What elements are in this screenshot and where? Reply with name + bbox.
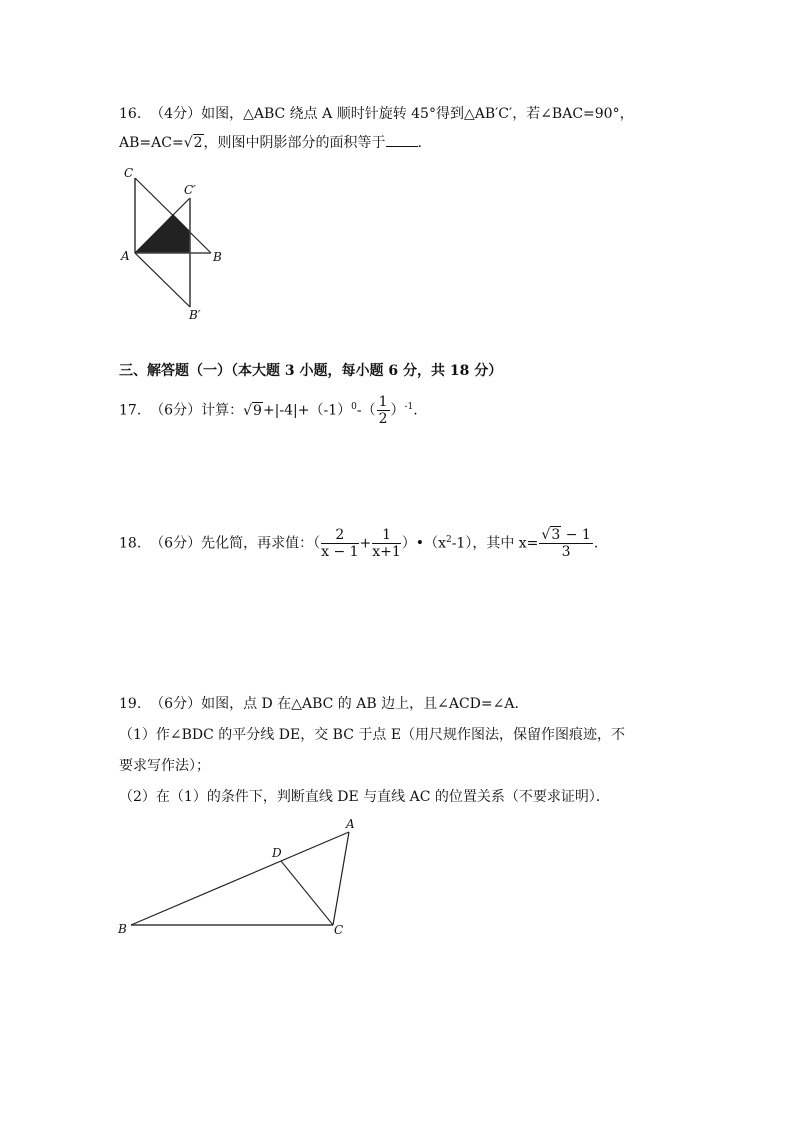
- q19-line2: （1）作∠BDC 的平分线 DE，交 BC 于点 E（用尺规作图法，保留作图痕迹，不: [119, 727, 626, 743]
- numerator: 1: [372, 527, 401, 544]
- label-B2: B: [118, 922, 127, 936]
- period: .: [413, 402, 418, 419]
- q17-prefix: 计算：: [201, 402, 244, 419]
- q16-given: AB=AC=: [119, 135, 184, 151]
- fraction-x-value: [539, 527, 592, 560]
- fraction-2-over-x-minus-1: [321, 527, 358, 560]
- denominator: 2: [378, 411, 388, 427]
- label-A2: A: [346, 817, 355, 831]
- q19-line3: 要求写作法）；: [119, 758, 210, 774]
- q18-number: 18.: [119, 535, 142, 552]
- q17-number: 17.: [119, 402, 142, 419]
- q17-part2: -（: [356, 402, 376, 419]
- q18-line: [119, 527, 598, 560]
- q19-number: 19.: [119, 696, 142, 712]
- q16-text-line1: 如图，△ABC 绕点 A 顺时针旋转 45°得到△AB′C′，若∠BAC=90°，: [201, 106, 634, 122]
- q18-prefix: 先化简，再求值：（: [201, 535, 321, 552]
- sqrt-expression: √9: [243, 402, 262, 419]
- q19-line4: （2）在（1）的条件下，判断直线 DE 与直线 AC 的位置关系（不要求证明）．: [119, 789, 610, 805]
- period: .: [593, 535, 599, 552]
- q19-line1: [119, 694, 528, 714]
- plus: +: [359, 535, 372, 552]
- fraction-1-over-x-plus-1: [372, 527, 401, 560]
- denominator: x+1: [372, 544, 401, 560]
- denominator: x − 1: [321, 544, 359, 560]
- label-C2: C: [334, 923, 344, 937]
- period: .: [417, 135, 422, 151]
- q17-part1: +|-4|+（-1）: [262, 402, 352, 419]
- label-B: B: [213, 250, 222, 264]
- q18-mid: ）•（x: [401, 535, 446, 552]
- radicand: 3: [551, 527, 561, 543]
- q18-mid2: -1），其中 x=: [451, 535, 539, 552]
- q16-question: ，则图中阴影部分的面积等于: [203, 135, 386, 151]
- numerator: [539, 527, 592, 544]
- numerator: 2: [321, 527, 358, 544]
- q18-score: （6分）: [150, 535, 202, 552]
- q19-text-line1: 如图，点 D 在△ABC 的 AB 边上，且∠ACD=∠A．: [201, 696, 529, 712]
- q17-part3: ）: [390, 402, 405, 419]
- sqrt-expression: √3: [541, 527, 561, 543]
- numerator: 1: [378, 394, 388, 410]
- q16-score: （4分）: [150, 106, 202, 122]
- q17-line: [119, 394, 418, 427]
- label-C-prime: C′: [184, 183, 196, 197]
- radicand: 2: [193, 135, 203, 151]
- numerator-rest: − 1: [561, 527, 591, 543]
- exponent-two: 2: [445, 534, 452, 545]
- section-heading: 三、解答题（一）（本大题 3 小题，每小题 6 分，共 18 分）: [119, 363, 503, 379]
- label-C: C: [124, 166, 134, 180]
- label-A: A: [121, 249, 130, 263]
- q17-score: （6分）: [150, 402, 202, 419]
- q16-number: 16.: [119, 106, 142, 122]
- label-D: D: [272, 846, 282, 860]
- q19-score: （6分）: [150, 696, 202, 712]
- exponent-neg-one: -1: [404, 401, 414, 412]
- label-B-prime: B′: [189, 308, 201, 322]
- denominator: 3: [561, 544, 571, 560]
- fraction-one-half: [377, 394, 390, 427]
- shaded-region: [135, 214, 190, 253]
- radicand: 9: [253, 402, 262, 419]
- exponent-zero: 0: [351, 401, 357, 412]
- sqrt-expression: √2: [183, 135, 203, 151]
